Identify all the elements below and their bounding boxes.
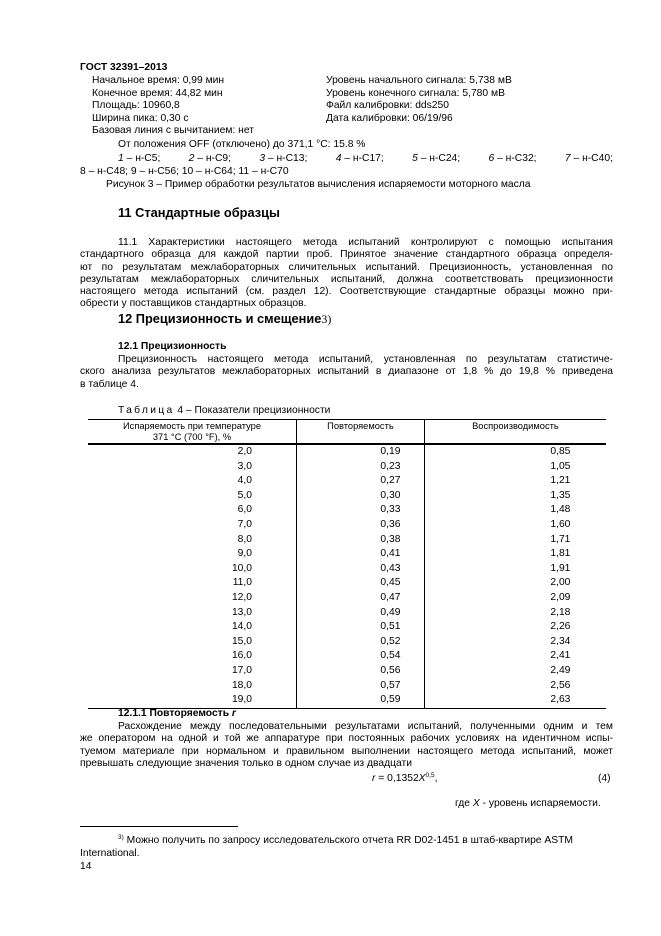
subsection-12-1-paragraph [80, 354, 613, 391]
table-4-caption [118, 405, 330, 417]
info-baseline: Базовая линия с вычитанием: нет [92, 125, 254, 136]
subsection-12-1-heading: 12.1 Прецизионность [118, 341, 227, 352]
document-header: ГОСТ 32391–2013 [80, 62, 168, 73]
paragraph-line: настоящего метода испытаний (см. раздел 12). Соответствующие стандартные образцы можно при- [80, 286, 613, 298]
subsection-12-1-1-heading: 12.1.1 Повторяемость r [118, 708, 236, 719]
formula-number: (4) [598, 773, 611, 784]
info-peak-width: Ширина пика: 0,30 с [92, 112, 189, 124]
paragraph-line: Расхождение между последовательными результатами испытаний, полученными одним и тем [118, 721, 613, 732]
table-header-row [88, 420, 606, 445]
info-start-time: Начальное время: 0,99 мин [92, 75, 225, 86]
paragraph-line: результатам межлабораторных сличительных испытаний, должна соответствовать прецизионности [80, 273, 613, 285]
info-start-signal: Уровень начального сигнала: 5,738 мВ [326, 75, 512, 86]
paragraph-line: превышать следующие значения только в одном случае из двадцати [80, 757, 412, 769]
table-row: 2,0 0,19 0,85 [88, 444, 606, 460]
info-calibration-date: Дата калибровки: 06/19/96 [326, 112, 453, 124]
peak-legend-item: 6 – н-С32; [488, 152, 537, 164]
table-row: 8,0 0,38 1,71 [88, 533, 606, 548]
section-12-note-mark: 3) [321, 312, 332, 326]
formula-where: где X - уровень испаряемости. [455, 798, 601, 809]
peak-legend-item: 1 – н-С5; [118, 152, 161, 164]
table-row: 13,0 0,49 2,18 [88, 606, 606, 621]
table-row: 15,0 0,52 2,34 [88, 635, 606, 650]
table-row: 19,0 0,59 2,63 [88, 693, 606, 708]
table-caption-word: Таблица [118, 405, 175, 416]
peak-legend-item: 7 – н-С40; [564, 152, 613, 164]
peak-legend-item: 5 – н-С24; [412, 152, 461, 164]
table-row: 14,0 0,51 2,26 [88, 620, 606, 635]
figure-caption: Рисунок 3 – Пример обработки результатов вычисления испаряемости моторного масла [106, 179, 531, 190]
header-repeatability: Повторяемость [297, 420, 425, 445]
peak-legend-item: 3 – н-С13; [259, 152, 308, 164]
info-calibration-file: Файл калибровки: dds250 [326, 100, 449, 111]
footnote-mark: 3) [118, 834, 124, 841]
table-row: 3,0 0,23 1,05 [88, 460, 606, 475]
paragraph-line: в таблице 4. [80, 378, 139, 390]
header-volatility: Испаряемость при температуре 371 °С (700 °F), % [88, 420, 297, 445]
precision-table [88, 419, 606, 709]
section-12-title: 12 Прецизионность и смещение [118, 311, 322, 326]
table-row: 9,0 0,41 1,81 [88, 547, 606, 562]
section-12-heading [118, 311, 331, 327]
peak-legend-line-2: 8 – н-С48; 9 – н-С56; 10 – н-С64; 11 – н-С70 [80, 166, 289, 177]
paragraph-line: стандартного образца для каждой партии проб. Принятое значение стандартного образца определя- [80, 249, 613, 261]
footnote-divider [80, 826, 238, 827]
peak-legend-item: 4 – н-С17; [335, 152, 384, 164]
paragraph-line: 11.1 Характеристики настоящего метода испытаний контролируют с помощью испытания [118, 237, 613, 248]
table-row: 7,0 0,36 1,60 [88, 518, 606, 533]
paragraph-line: же оператором на одной и той же аппаратуре при постоянных рабочих условиях на идентичном испы- [80, 733, 613, 745]
header-reproducibility: Воспроизводимость [424, 420, 606, 445]
table-row: 11,0 0,45 2,00 [88, 576, 606, 591]
table-row: 17,0 0,56 2,49 [88, 664, 606, 679]
info-end-signal: Уровень конечного сигнала: 5,780 мВ [326, 87, 505, 99]
peak-legend-item: 2 – н-С9; [188, 152, 231, 164]
formula-4: $r = 0,1352X^{0,5}$, [372, 772, 438, 784]
table-row: 5,0 0,30 1,35 [88, 489, 606, 504]
off-position-line: От положения OFF (отключено) до 371,1 °С: 15.8 % [118, 139, 366, 150]
table-row: 18,0 0,57 2,56 [88, 679, 606, 694]
subsection-12-1-1-paragraph [80, 721, 613, 770]
footnote-line-2: International. [80, 848, 140, 859]
table-row: 12,0 0,47 2,09 [88, 591, 606, 606]
section-11-paragraph [80, 237, 613, 311]
table-row: 16,0 0,54 2,41 [88, 649, 606, 664]
paragraph-line: Прецизионность настоящего метода испытаний, установленная по результатам статистиче- [118, 354, 613, 365]
peak-legend-line-1 [118, 153, 613, 165]
table-row: 6,0 0,33 1,48 [88, 503, 606, 518]
paragraph-line: ского анализа результатов межлабораторных испытаний в диапазоне от 1,8 % до 19,8 % приведена [80, 366, 613, 378]
page-number: 14 [80, 861, 92, 872]
table-row: 10,0 0,43 1,91 [88, 562, 606, 577]
footnote-line-1: $^{3)}$ Можно получить по запросу исследовательского отчета RR D02-1451 в штаб-квартире ASTM [118, 834, 574, 846]
paragraph-line: обрести у поставщиков стандартных образцов. [80, 298, 307, 310]
section-11-heading: 11 Стандартные образцы [118, 205, 280, 220]
table-row: 4,0 0,27 1,21 [88, 474, 606, 489]
info-end-time: Конечное время: 44,82 мин [92, 87, 223, 99]
paragraph-line: ют по результатам межлабораторных сличительных испытаний. Прецизионность, установленная по [80, 261, 613, 273]
table-caption-title: 4 – Показатели прецизионности [174, 405, 331, 416]
info-area: Площадь: 10960,8 [92, 100, 180, 111]
paragraph-line: туемом материале при нормальном и правильном выполнении настоящего метода испытаний, может [80, 745, 613, 757]
